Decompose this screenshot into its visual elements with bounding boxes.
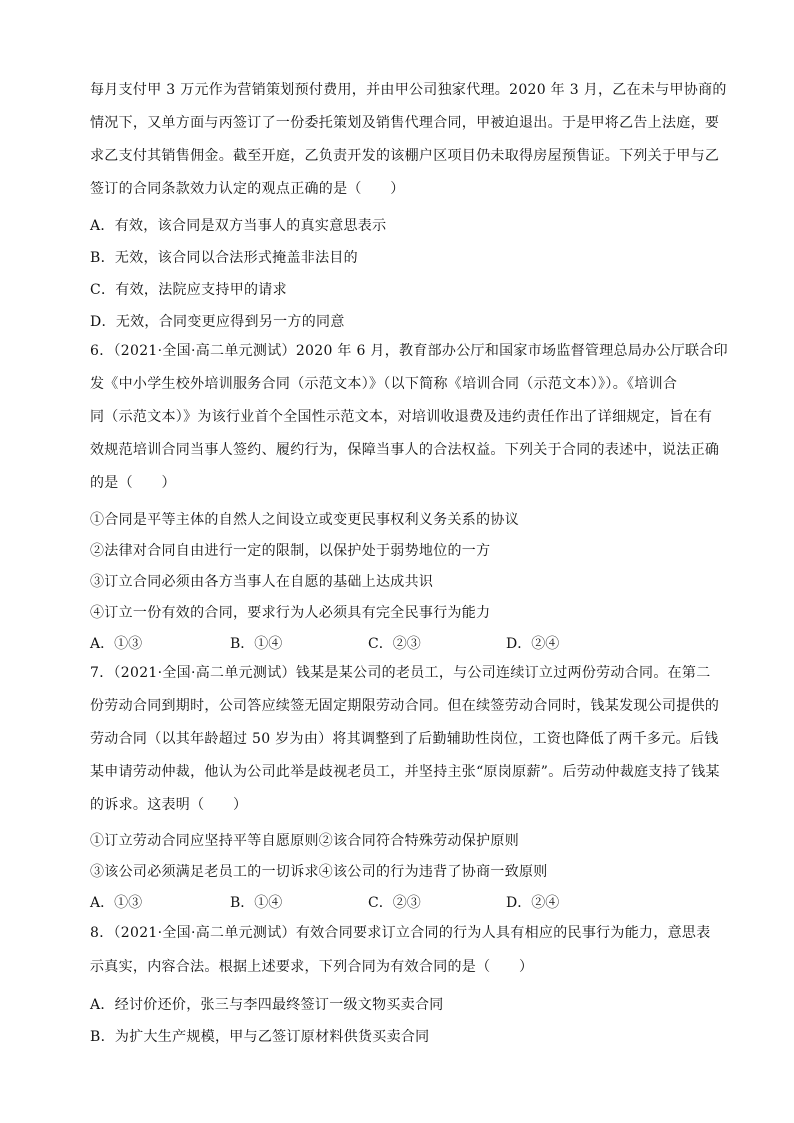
- q5-option-a: A．有效，该合同是双方当事人的真实意思表示: [90, 218, 387, 234]
- q6-choice-c: C．②③: [368, 636, 421, 652]
- q5-line: 求乙支付其销售佣金。截至开庭，乙负责开发的该棚户区项目仍未取得房屋预售证。下列关于甲与乙: [90, 148, 720, 164]
- q5-option-b: B．无效，该合同以合法形式掩盖非法目的: [90, 250, 358, 266]
- q7-choice-a: A．①③: [90, 895, 143, 911]
- q7-line: 7．（2021·全国·高二单元测试）钱某是某公司的老员工，与公司连续订立过两份劳动合同。在第二: [90, 665, 711, 681]
- q7-choice-d: D．②④: [506, 895, 560, 911]
- q7-line: 的诉求。这表明（ ）: [90, 797, 248, 813]
- q6-choice-b: B．①④: [230, 636, 283, 652]
- q6-choice-d: D．②④: [506, 636, 560, 652]
- q5-line: 每月支付甲 3 万元作为营销策划预付费用，并由甲公司独家代理。2020 年 3 月，乙在未与甲协商的: [90, 82, 727, 98]
- q8-line: 8．（2021·全国·高二单元测试）有效合同要求订立合同的行为人具有相应的民事行为能力，意思表: [90, 925, 711, 941]
- q5-option-c: C．有效，法院应支持甲的请求: [90, 282, 287, 298]
- q7-line: 某申请劳动仲裁，他认为公司此举是歧视老员工，并坚持主张“原岗原薪”。后劳动仲裁庭支持了钱某: [90, 764, 720, 780]
- q7-statement: ③该公司必须满足老员工的一切诉求④该公司的行为违背了协商一致原则: [90, 864, 548, 880]
- q7-choice-b: B．①④: [230, 895, 283, 911]
- q8-line: 示真实，内容合法。根据上述要求，下列合同为有效合同的是（ ）: [90, 959, 534, 975]
- q7-choice-c: C．②③: [368, 895, 421, 911]
- q7-choices: [90, 893, 710, 913]
- q6-choices: [90, 634, 710, 654]
- q7-line: 份劳动合同到期时，公司答应续签无固定期限劳动合同。但在续签劳动合同时，钱某发现公司提供的: [90, 698, 720, 714]
- q6-choice-a: A．①③: [90, 636, 143, 652]
- q6-statement: ④订立一份有效的合同，要求行为人必须具有完全民事行为能力: [90, 605, 491, 621]
- q6-line: 的是（ ）: [90, 475, 176, 491]
- q8-option-b: B．为扩大生产规模，甲与乙签订原材料供货买卖合同: [90, 1029, 430, 1045]
- q7-line: 劳动合同（以其年龄超过 50 岁为由）将其调整到了后勤辅助性岗位，工资也降低了两千多元。后钱: [90, 731, 719, 747]
- q5-option-d: D．无效，合同变更应得到另一方的同意: [90, 314, 345, 330]
- q6-line: 发《中小学生校外培训服务合同（示范文本）》（以下简称《培训合同（示范文本）》）。《培训合: [90, 376, 678, 392]
- q8-option-a: A．经讨价还价，张三与李四最终签订一级文物买卖合同: [90, 997, 444, 1013]
- q6-statement: ①合同是平等主体的自然人之间设立或变更民事权利义务关系的协议: [90, 512, 519, 528]
- q6-statement: ③订立合同必须由各方当事人在自愿的基础上达成共识: [90, 574, 434, 590]
- q6-line: 同（示范文本）》为该行业首个全国性示范文本，对培训收退费及违约责任作出了详细规定，旨在有: [90, 409, 713, 425]
- q6-line: 效规范培训合同当事人签约、履约行为，保障当事人的合法权益。下列关于合同的表述中，说法正确: [90, 442, 720, 458]
- q5-line: 情况下，又单方面与丙签订了一份委托策划及销售代理合同，甲被迫退出。于是甲将乙告上法庭，要: [90, 115, 720, 131]
- q6-line: 6．（2021·全国·高二单元测试）2020 年 6 月，教育部办公厅和国家市场监督管理总局办公厅联合印: [90, 343, 728, 359]
- q6-statement: ②法律对合同自由进行一定的限制，以保护处于弱势地位的一方: [90, 543, 491, 559]
- q7-statement: ①订立劳动合同应坚持平等自愿原则②该合同符合特殊劳动保护原则: [90, 833, 519, 849]
- q5-line: 签订的合同条款效力认定的观点正确的是（ ）: [90, 181, 405, 197]
